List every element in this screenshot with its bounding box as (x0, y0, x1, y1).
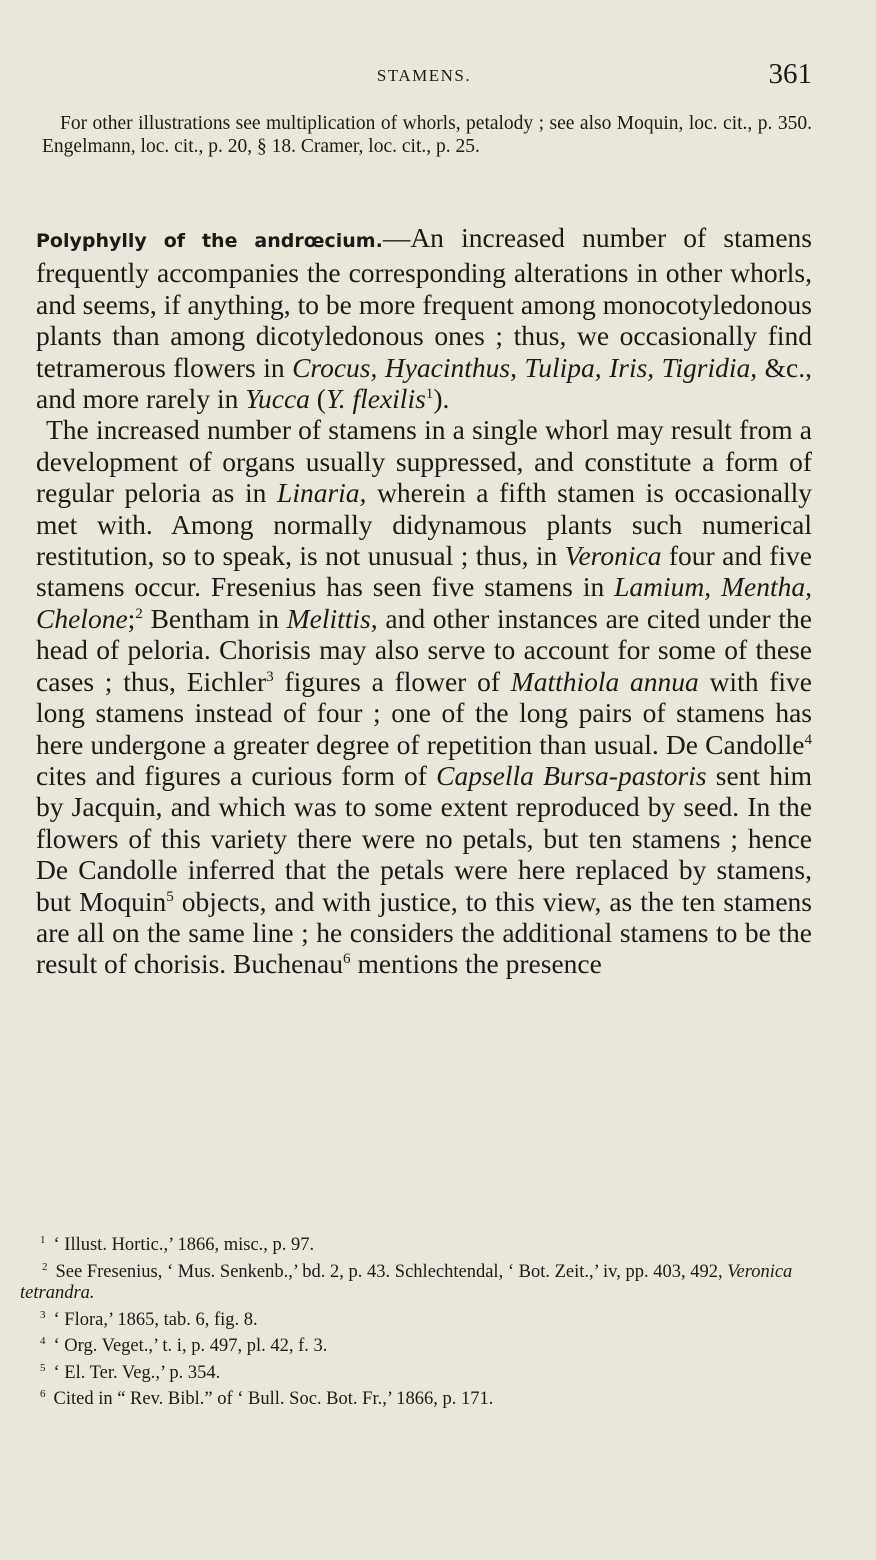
footnote (20, 1257, 812, 1305)
text-run: ; (127, 602, 136, 634)
italic-run: Linaria, (277, 477, 367, 509)
main-text (36, 222, 812, 980)
page-number: 361 (768, 58, 812, 90)
italic-run: Y. flexilis (325, 383, 426, 415)
footnote (20, 1230, 812, 1257)
footnote-italic: Veronica tetrandra. (20, 1261, 793, 1304)
footnote (20, 1384, 812, 1411)
footnote (20, 1305, 812, 1332)
footnote-ref: 4 (804, 731, 812, 748)
footnote-number: 3 (40, 1308, 46, 1321)
footnote-ref: 3 (266, 668, 274, 685)
text-run: and other instances are cited under the head of peloria. Chorisis may also serve to account for some of these cases ; thus, Eichler (36, 602, 812, 697)
text-run: The increased number of stamens in a single whorl may result from a development of organs usually suppressed, and constitute a form of regular peloria as in (36, 414, 812, 509)
italic-run: Lamium, Mentha, Chelone (36, 571, 812, 634)
footnote-text: ‘ Illust. Hortic.,’ 1866, misc., p. 97. (53, 1235, 315, 1256)
footnote-number: 6 (40, 1388, 46, 1401)
footnote-ref: 1 (425, 385, 434, 402)
footnote-number: 4 (40, 1335, 46, 1348)
text-run: sent him by Jacquin, and which was to some extent reproduced by seed. In the flowers of this variety there were no petals, but ten stamens ; hence De Candolle inferred that the petals were here replaced by stamens, but Moquin (36, 759, 812, 917)
footnote-text: ‘ Flora,’ 1865, tab. 6, fig. 8. (53, 1309, 258, 1330)
text-run: ). (433, 383, 450, 415)
text-run: cites and figures a curious form of (36, 759, 437, 791)
text-run: ( (309, 383, 326, 415)
italic-run: Capsella Bursa-pastoris (436, 759, 707, 791)
section-heading: Polyphylly of the andrœcium. (36, 230, 383, 252)
footnote-text: Cited in “ Rev. Bibl.” of ‘ Bull. Soc. Bot. Fr.,’ 1866, p. 171. (53, 1389, 494, 1410)
italic-run: Melittis, (286, 602, 378, 634)
text-run: —An increased number of stamens frequently accompanies the corresponding alterations in other whorls, and seems, if anything, to be more frequent among monocotyledonous plants than among dicotyledonous ones ; thus, we occasionally find tetramerous flowers in (36, 222, 812, 383)
text-run: with five long stamens instead of four ; one of the long pairs of stamens has here undergone a greater degree of repetition than usual. De Candolle (36, 665, 812, 760)
footnote-ref: 2 (135, 605, 143, 622)
italic-run: Matthiola annua (510, 665, 699, 697)
text-run: wherein a fifth stamen is occasionally met with. Among normally didynamous plants such numerical restitution, so to speak, is not unusual ; thus, in (36, 477, 813, 572)
footnote-text: ‘ Org. Veget.,’ t. i, p. 497, pl. 42, f. 3. (53, 1336, 328, 1357)
text-run: four and five stamens occur. Fresenius has seen five stamens in (36, 540, 812, 603)
footnotes (20, 1230, 812, 1411)
footnote (20, 1331, 812, 1358)
footnote-ref: 5 (166, 888, 174, 905)
text-run: objects, and with justice, to this view, as the ten stamens are all on the same line ; he considers the additional stamens to be the result of chorisis. Buchenau (36, 885, 812, 980)
paragraph-1 (36, 222, 812, 414)
text-run: &c., and more rarely in (36, 351, 812, 415)
italic-run: Yucca (245, 383, 310, 415)
text-run: mentions the presence (350, 948, 602, 980)
running-head: STAMENS. (376, 66, 472, 85)
footnote-number: 1 (40, 1234, 46, 1246)
italic-run: Veronica (564, 540, 662, 572)
footnote-number: 5 (40, 1361, 46, 1374)
text-run: Bentham in (142, 602, 287, 634)
intro-note: For other illustrations see multiplication of whorls, petalody ; see also Moquin, loc. cit., p. 350. Engelmann, loc. cit., p. 20, § 18. Cramer, loc. cit., p. 25. (42, 113, 812, 157)
page-header (36, 58, 812, 98)
footnote (20, 1358, 812, 1385)
paragraph-2 (36, 414, 812, 979)
italic-run: Crocus, Hyacinthus, Tulipa, Iris, Tigridia, (292, 351, 758, 383)
footnote-ref: 6 (343, 951, 351, 968)
footnote-text: ‘ El. Ter. Veg.,’ p. 354. (53, 1362, 221, 1383)
footnote-number: 2 (42, 1260, 48, 1273)
text-run: figures a flower of (273, 665, 511, 697)
footnote-text: See Fresenius, ‘ Mus. Senkenb.,’ bd. 2, p. 43. Schlechtendal, ‘ Bot. Zeit.,’ iv, pp. 403, 492, (55, 1261, 728, 1282)
